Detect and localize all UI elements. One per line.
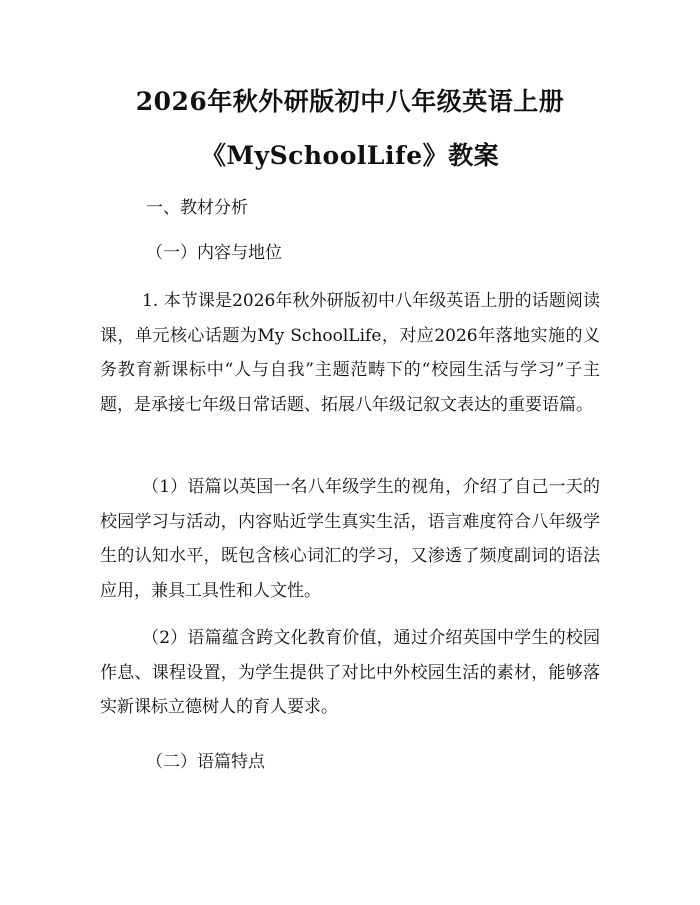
paragraph-2: （1）语篇以英国一名八年级学生的视角，介绍了自己一天的校园学习与活动，内容贴近学生真实生活，语言难度符合八年级学生的认知水平，既包含核心词汇的学习，又渗透了频度副词的语法应用，兼具工具性和人文性。 xyxy=(100,477,600,601)
subsection-heading-text-features: （二）语篇特点 xyxy=(146,752,265,772)
subsection-heading-content-position: （一）内容与地位 xyxy=(146,243,282,263)
paragraph-3: （2）语篇蕴含跨文化教育价值，通过介绍英国中学生的校园作息、课程设置，为学生提供了对比中外校园生活的素材，能够落实新课标立德树人的育人要求。 xyxy=(100,628,600,717)
document-title-line-1: 2026年秋外研版初中八年级英语上册 xyxy=(135,87,565,116)
paragraph-1: 1. 本节课是2026年秋外研版初中八年级英语上册的话题阅读课，单元核心话题为My SchoolLife，对应2026年落地实施的义务教育新课标中“人与自我”主题范畴下的“校园生活与学习”子主题，是承接七年级日常话题、拓展八年级记叙文表达的重要语篇。 xyxy=(100,291,600,415)
document-title-line-2: 《MySchoolLife》教案 xyxy=(200,141,500,170)
section-heading-textbook-analysis: 一、教材分析 xyxy=(146,198,248,218)
